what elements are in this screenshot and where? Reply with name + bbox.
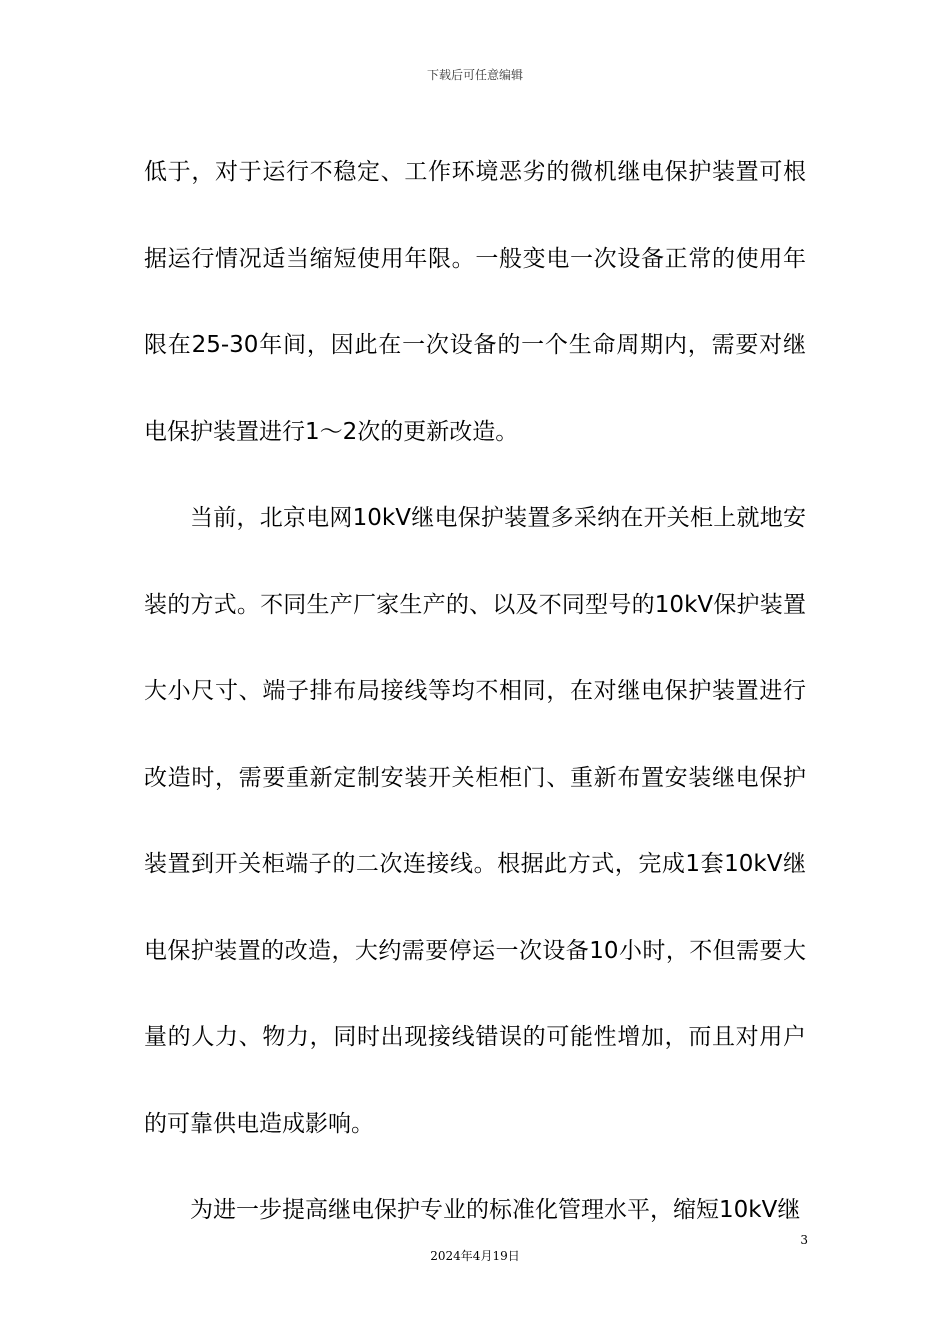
- page-number: 3: [800, 1233, 808, 1247]
- paragraph-3: 为进一步提高继电保护专业的标准化管理水平，缩短10kV继: [190, 1197, 801, 1223]
- page-footer-date: 2024年4月19日: [430, 1249, 520, 1263]
- paragraph-1: 低于，对于运行不稳定、工作环境恶劣的微机继电保护装置可根据运行情况适当缩短使用年限。一般变电一次设备正常的使用年限在25-30年间，因此在一次设备的一个生命周期内，需要对继电保护装置进行1～2次的更新改造。: [144, 159, 806, 445]
- document-body: [144, 129, 806, 1254]
- paragraph-2: 当前，北京电网10kV继电保护装置多采纳在开关柜上就地安装的方式。不同生产厂家生产的、以及不同型号的10kV保护装置大小尺寸、端子排布局接线等均不相同，在对继电保护装置进行改造时，需要重新定制安装开关柜柜门、重新布置安装继电保护装置到开关柜端子的二次连接线。根据此方式，完成1套10kV继电保护装置的改造，大约需要停运一次设备10小时，不但需要大量的人力、物力，同时出现接线错误的可能性增加，而且对用户的可靠供电造成影响。: [144, 505, 806, 1137]
- page-header: 下载后可任意编辑: [426, 68, 523, 82]
